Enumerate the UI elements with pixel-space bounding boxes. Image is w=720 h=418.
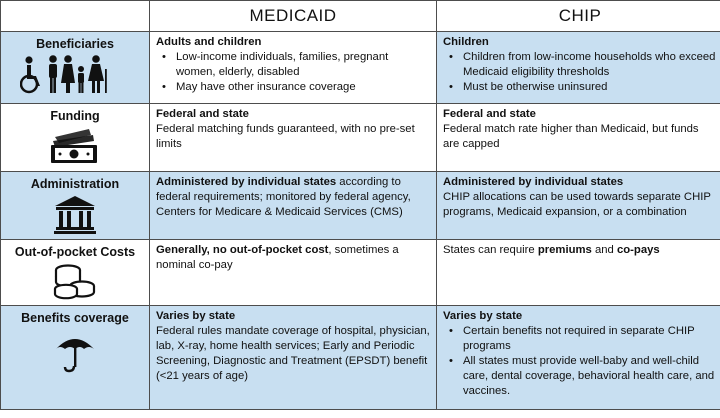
table-row <box>1 104 720 172</box>
bullet-list <box>443 324 717 399</box>
bold-text: co-pays <box>616 244 660 256</box>
cell-heading: Adults and children <box>156 36 262 48</box>
money-icon <box>49 127 101 165</box>
government-building-icon <box>53 195 97 235</box>
bold-text: premiums <box>537 244 592 256</box>
medicaid-cell <box>150 240 437 306</box>
bullet-list <box>156 50 430 95</box>
list-item: • Must be otherwise uninsured <box>457 80 717 95</box>
umbrella-icon <box>54 333 96 373</box>
chip-cell <box>437 104 720 172</box>
cell-text <box>443 243 717 258</box>
cell-text: Federal match rate higher than Medicaid, but funds are capped <box>443 123 699 150</box>
text-fragment: States can require <box>443 244 538 256</box>
list-item: • Low-income individuals, families, pregnant women, elderly, disabled <box>170 50 430 80</box>
coins-icon <box>52 263 98 301</box>
cell-text: CHIP allocations can be used towards separate CHIP programs, Medicaid expansion, or a combination <box>443 191 711 218</box>
header-row <box>1 1 720 32</box>
row-label-cell <box>1 104 150 172</box>
row-label-cell <box>1 240 150 306</box>
table-row <box>1 172 720 240</box>
cell-heading: Federal and state <box>443 108 536 120</box>
cell-heading: Federal and state <box>156 108 249 120</box>
list-item: • Children from low-income households who exceed Medicaid eligibility thresholds <box>457 50 717 80</box>
medicaid-cell <box>150 32 437 104</box>
row-label: Beneficiaries <box>36 37 114 51</box>
chip-cell <box>437 306 720 410</box>
cell-text <box>156 175 430 220</box>
chip-cell <box>437 240 720 306</box>
row-label-cell <box>1 32 150 104</box>
medicaid-cell <box>150 172 437 240</box>
medicaid-header: MEDICAID <box>150 1 437 32</box>
list-item: • All states must provide well-baby and well-child care, dental coverage, behavioral health care, and vaccines. <box>457 354 717 399</box>
row-label-cell <box>1 172 150 240</box>
text-fragment: and <box>591 244 617 256</box>
family-icon <box>20 55 130 95</box>
cell-text: Federal rules mandate coverage of hospital, physician, lab, X-ray, home health services; Early and Periodic Screening, Diagnostic and Treatment (EPSDT) benefit (<21 years of age) <box>156 325 430 382</box>
cell-text-rest: , sometimes a nominal co-pay <box>156 244 399 271</box>
row-label: Administration <box>30 177 120 191</box>
table-row <box>1 240 720 306</box>
cell-text: Federal matching funds guaranteed, with no pre-set limits <box>156 123 415 150</box>
list-item: • May have other insurance coverage <box>170 80 430 95</box>
bold-text: Administered by individual states <box>156 176 337 188</box>
list-item: • Certain benefits not required in separate CHIP programs <box>457 324 717 354</box>
bold-text: Generally, no out-of-pocket cost <box>156 244 329 256</box>
row-label-cell <box>1 306 150 410</box>
medicaid-cell <box>150 306 437 410</box>
chip-cell <box>437 32 720 104</box>
chip-header: CHIP <box>437 1 720 32</box>
cell-text <box>156 243 430 273</box>
table-row <box>1 32 720 104</box>
medicaid-cell <box>150 104 437 172</box>
cell-heading: Children <box>443 36 489 48</box>
table-row <box>1 306 720 410</box>
chip-cell <box>437 172 720 240</box>
row-label: Funding <box>50 109 100 123</box>
row-label: Out-of-pocket Costs <box>14 245 136 259</box>
bullet-list <box>443 50 717 95</box>
cell-heading: Varies by state <box>156 310 236 322</box>
cell-heading: Administered by individual states <box>443 176 624 188</box>
cell-heading: Varies by state <box>443 310 523 322</box>
corner-cell <box>1 1 150 32</box>
cell-text-rest: according to federal requirements; monitored by federal agency, Centers for Medicare & Medicaid Services (CMS) <box>156 176 411 218</box>
row-label: Benefits coverage <box>21 311 129 325</box>
